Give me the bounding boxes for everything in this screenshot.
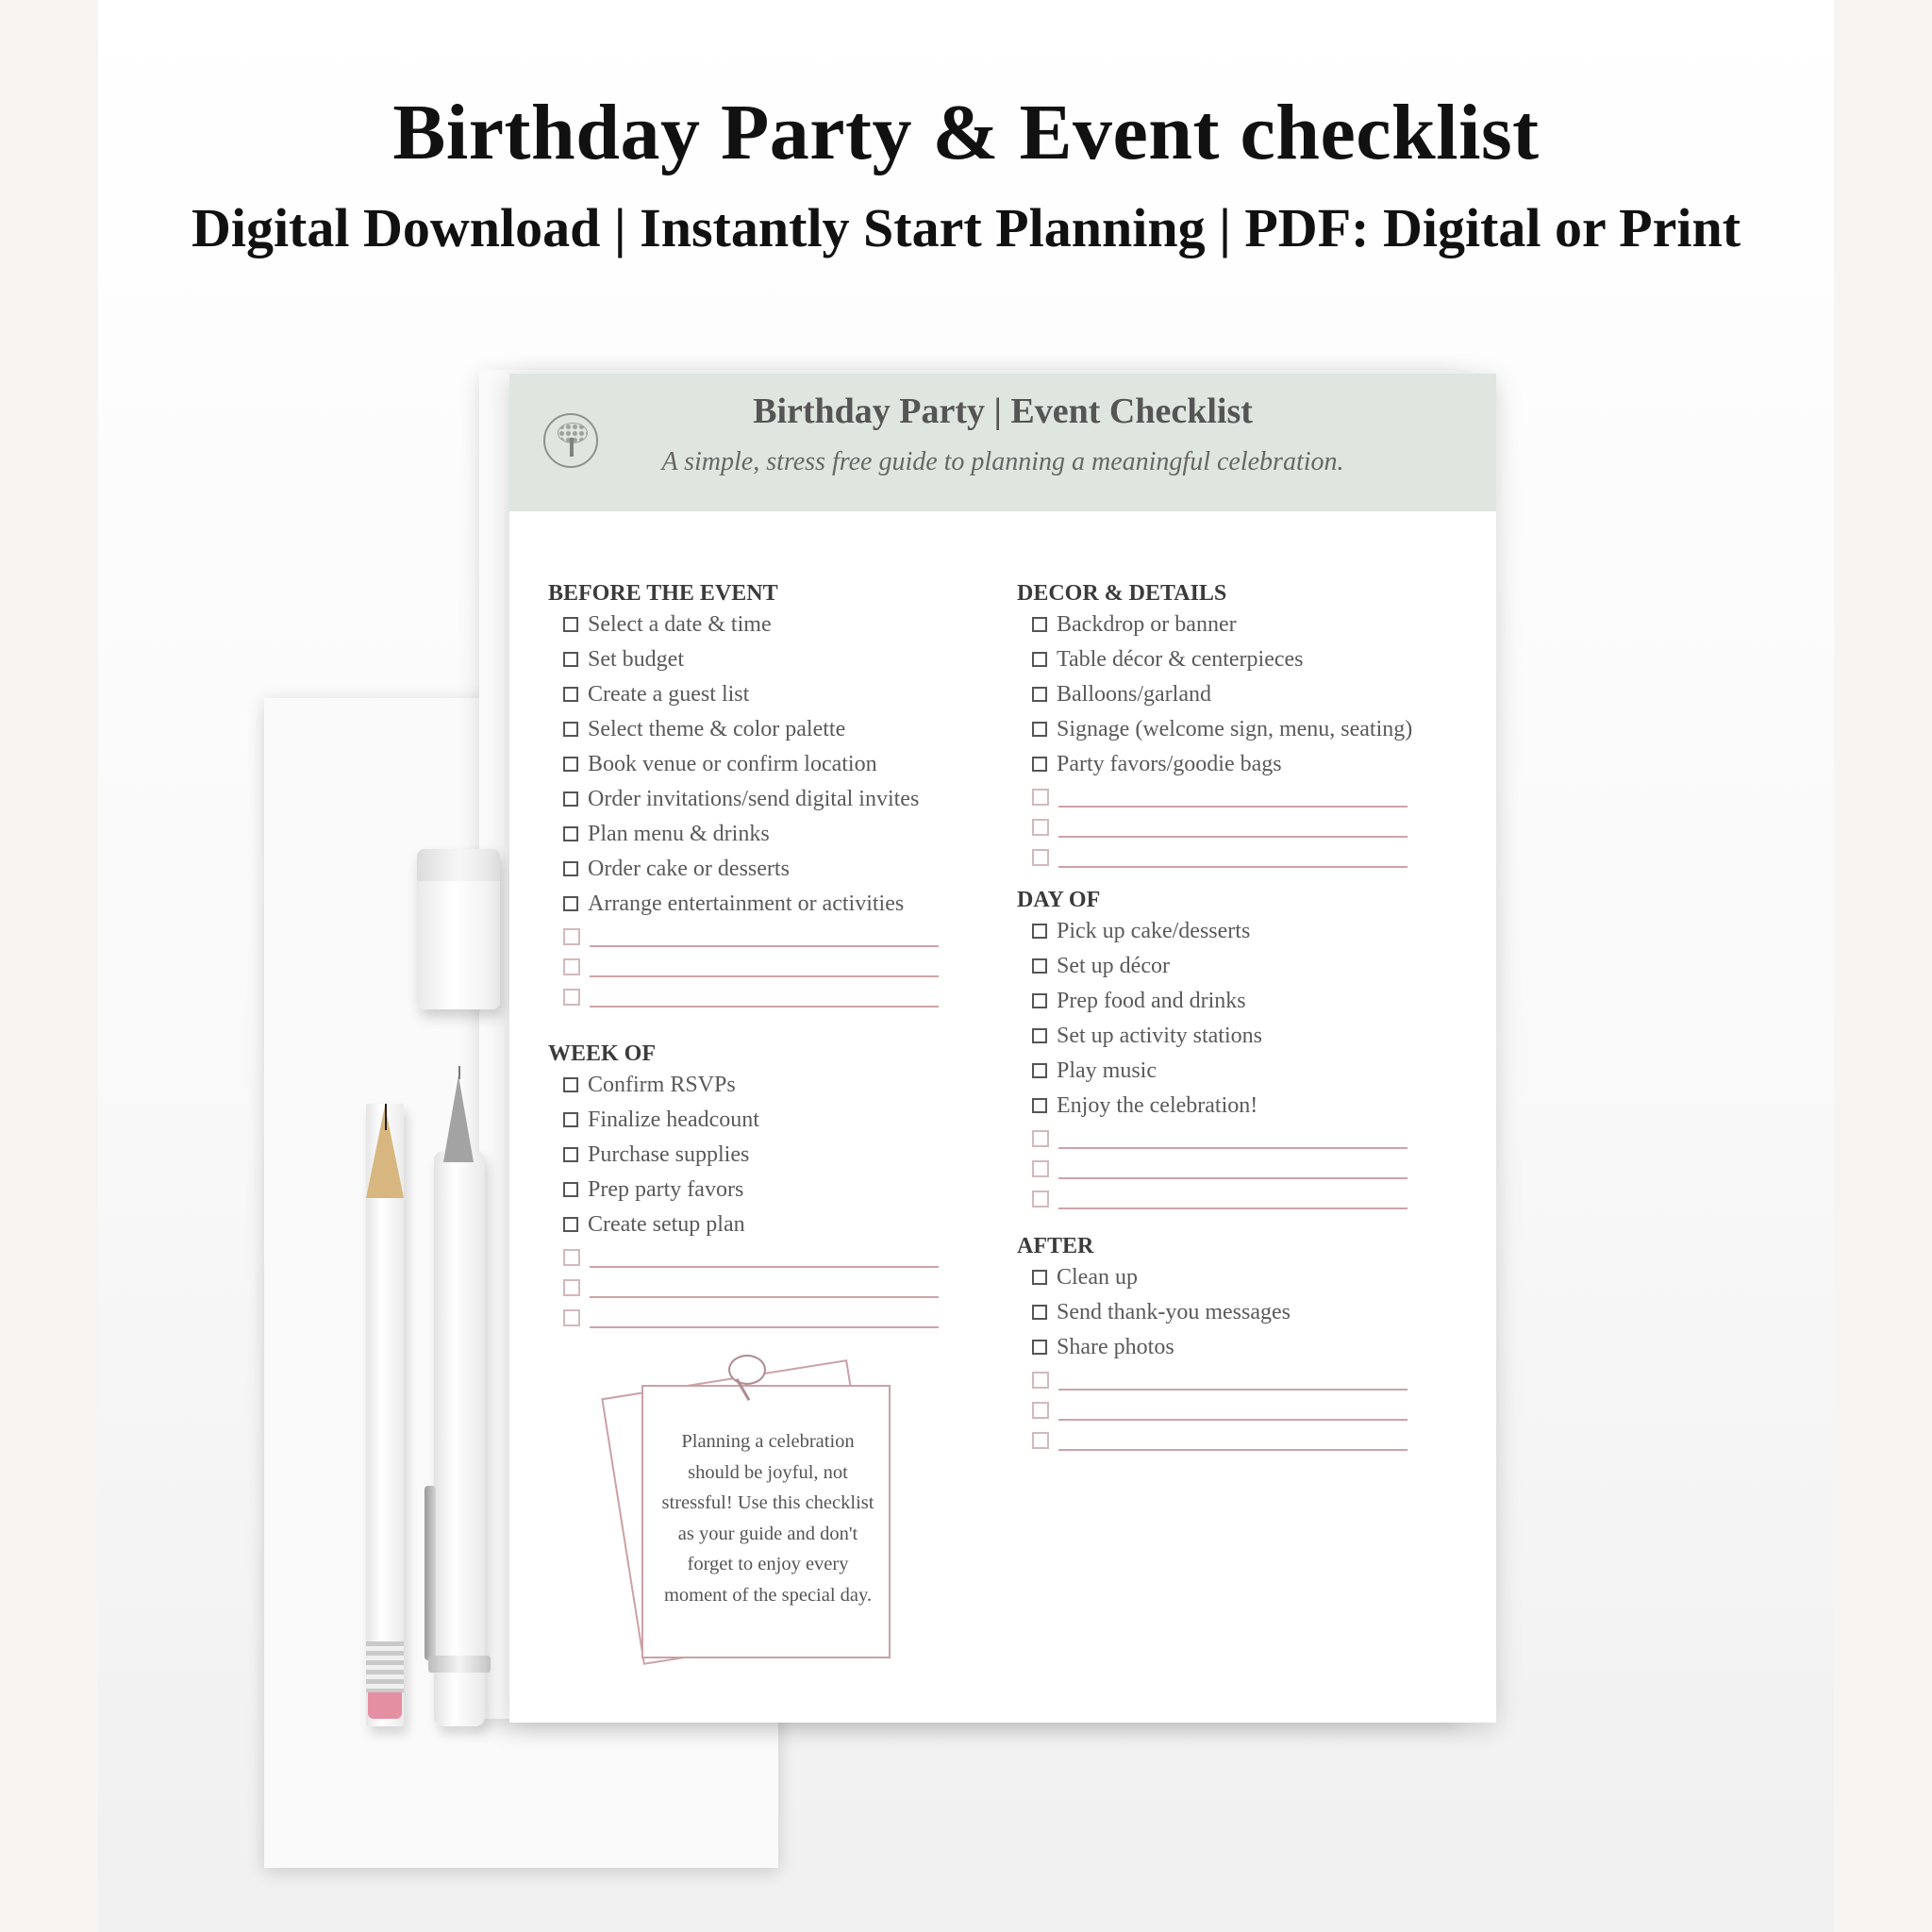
blank-item[interactable]	[1017, 1395, 1470, 1425]
checkbox[interactable]	[563, 1077, 578, 1092]
checkbox[interactable]	[563, 1147, 578, 1162]
section-decor-details	[1017, 579, 1470, 873]
checkbox[interactable]	[1032, 757, 1047, 772]
eraser-icon	[417, 849, 500, 1009]
note-card	[641, 1385, 891, 1658]
blank-item[interactable]	[548, 952, 1001, 982]
checklist-item[interactable]: Set budget	[548, 642, 1001, 677]
checklist-item[interactable]: Party favors/goodie bags	[1017, 747, 1470, 782]
checkbox[interactable]	[1032, 1098, 1047, 1113]
section-title: BEFORE THE EVENT	[548, 581, 778, 606]
section-week-of	[548, 1040, 1001, 1333]
checkbox[interactable]	[1032, 1340, 1047, 1355]
checklist-item[interactable]: Plan menu & drinks	[548, 817, 1001, 852]
blank-item[interactable]	[1017, 812, 1470, 842]
checklist-item[interactable]: Balloons/garland	[1017, 677, 1470, 712]
checklist-item[interactable]: Create setup plan	[548, 1208, 1001, 1242]
note-text: Planning a celebration should be joyful, not stressful! Use this checklist as your guide and don't forget to enjoy every moment of the special day.	[661, 1431, 874, 1606]
mechanical-pencil-tip	[443, 1075, 474, 1162]
checkbox[interactable]	[1032, 722, 1047, 737]
checkbox[interactable]	[563, 1217, 578, 1232]
checkbox[interactable]	[1032, 652, 1047, 667]
blank-item[interactable]	[548, 922, 1001, 952]
checkbox[interactable]	[1032, 617, 1047, 632]
checklist-tagline: A simple, stress free guide to planning a meaningful celebration.	[661, 447, 1344, 476]
checkbox[interactable]	[563, 1112, 578, 1127]
checkbox[interactable]	[1032, 1028, 1047, 1043]
checklist-item[interactable]: Select theme & color palette	[548, 712, 1001, 747]
checklist-item[interactable]: Finalize headcount	[548, 1103, 1001, 1138]
checklist-header-banner	[509, 374, 1496, 511]
blank-item[interactable]	[1017, 842, 1470, 873]
blank-item[interactable]	[548, 982, 1001, 1012]
checklist-item[interactable]: Prep party favors	[548, 1173, 1001, 1208]
mechanical-pencil-icon	[434, 1151, 485, 1726]
checkbox[interactable]	[1032, 1305, 1047, 1320]
section-title: DAY OF	[1017, 888, 1101, 912]
blank-item[interactable]	[1017, 1124, 1470, 1154]
checkbox[interactable]	[563, 791, 578, 807]
checklist-item[interactable]: Send thank-you messages	[1017, 1295, 1470, 1330]
checklist-page	[509, 374, 1496, 1723]
checklist-item[interactable]: Table décor & centerpieces	[1017, 642, 1470, 677]
pushpin-icon	[728, 1355, 766, 1385]
section-title: WEEK OF	[548, 1041, 657, 1066]
checklist-item[interactable]: Prep food and drinks	[1017, 984, 1470, 1019]
blank-item[interactable]	[548, 1273, 1001, 1303]
blank-item[interactable]	[1017, 1365, 1470, 1395]
checklist-title: Birthday Party | Event Checklist	[753, 391, 1253, 431]
checkbox[interactable]	[563, 757, 578, 772]
checklist-item[interactable]: Select a date & time	[548, 608, 1001, 642]
checklist-item[interactable]: Set up décor	[1017, 949, 1470, 984]
blank-item[interactable]	[1017, 782, 1470, 812]
section-day-of	[1017, 886, 1470, 1214]
checkbox[interactable]	[563, 652, 578, 667]
checklist-item[interactable]: Order cake or desserts	[548, 852, 1001, 887]
checklist-item[interactable]: Book venue or confirm location	[548, 747, 1001, 782]
mechanical-pencil-clip	[425, 1486, 436, 1660]
mechanical-pencil-ring	[428, 1656, 491, 1673]
pencil-ferrule	[366, 1641, 404, 1692]
checklist-item[interactable]: Create a guest list	[548, 677, 1001, 712]
mechanical-pencil-lead	[458, 1066, 460, 1079]
checklist-item[interactable]: Order invitations/send digital invites	[548, 782, 1001, 817]
checkbox[interactable]	[563, 617, 578, 632]
product-subheadline: Digital Download | Instantly Start Planning | PDF: Digital or Print	[191, 197, 1741, 258]
blank-item[interactable]	[1017, 1184, 1470, 1214]
checkbox[interactable]	[563, 1182, 578, 1197]
section-after	[1017, 1232, 1470, 1456]
blank-item[interactable]	[1017, 1425, 1470, 1456]
checklist-item[interactable]: Confirm RSVPs	[548, 1068, 1001, 1103]
checkbox[interactable]	[563, 826, 578, 841]
checkbox[interactable]	[1032, 687, 1047, 702]
checkbox[interactable]	[563, 687, 578, 702]
checkbox[interactable]	[563, 861, 578, 876]
checklist-item[interactable]: Pick up cake/desserts	[1017, 914, 1470, 949]
checklist-item[interactable]: Arrange entertainment or activities	[548, 887, 1001, 922]
checkbox[interactable]	[1032, 924, 1047, 939]
checklist-item[interactable]: Set up activity stations	[1017, 1019, 1470, 1054]
checkbox[interactable]	[1032, 958, 1047, 974]
product-headline: Birthday Party & Event checklist	[392, 89, 1540, 176]
checklist-item[interactable]: Play music	[1017, 1054, 1470, 1089]
checkbox[interactable]	[1032, 1270, 1047, 1285]
section-title: DECOR & DETAILS	[1017, 581, 1227, 606]
blank-item[interactable]	[548, 1242, 1001, 1273]
checklist-item[interactable]: Backdrop or banner	[1017, 608, 1470, 642]
checkbox[interactable]	[563, 722, 578, 737]
blank-item[interactable]	[548, 1303, 1001, 1333]
checklist-item[interactable]: Signage (welcome sign, menu, seating)	[1017, 712, 1470, 747]
pencil-lead	[385, 1104, 387, 1130]
checkbox[interactable]	[1032, 993, 1047, 1008]
checklist-item[interactable]: Enjoy the celebration!	[1017, 1089, 1470, 1124]
checklist-item[interactable]: Clean up	[1017, 1260, 1470, 1295]
checklist-item[interactable]: Purchase supplies	[548, 1138, 1001, 1173]
pencil-eraser	[368, 1692, 402, 1719]
section-title: AFTER	[1017, 1234, 1094, 1258]
blank-item[interactable]	[1017, 1154, 1470, 1184]
section-before-event	[548, 579, 1001, 1012]
checkbox[interactable]	[563, 896, 578, 911]
checklist-item[interactable]: Share photos	[1017, 1330, 1470, 1365]
checkbox[interactable]	[1032, 1063, 1047, 1078]
